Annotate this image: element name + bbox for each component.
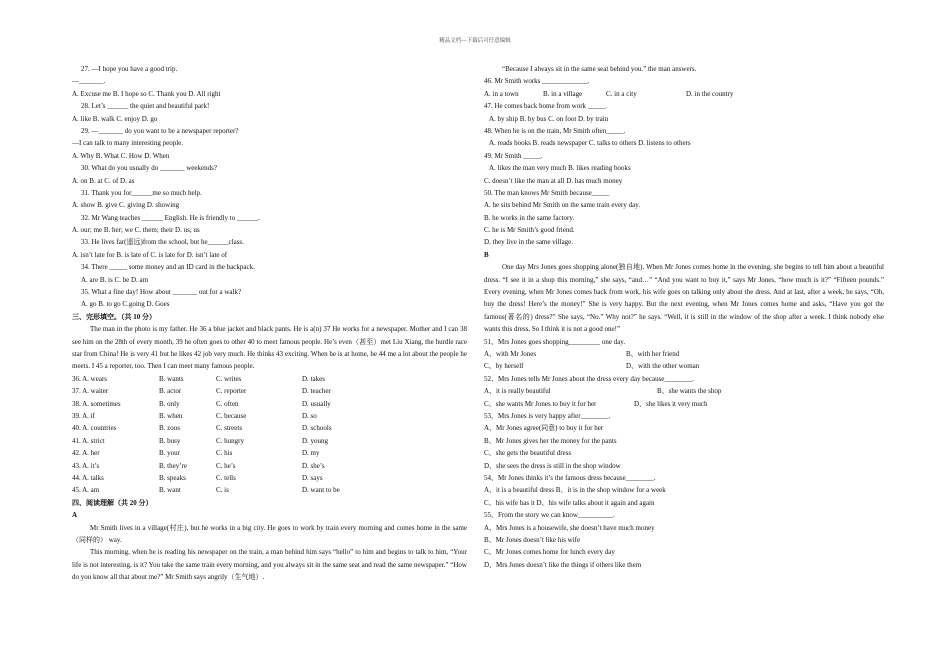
q54-options-ab: A、it is a beautiful dress B、it is in the shop window for a week [484,486,666,495]
q34-options: A. are B. is C. be D. am [81,275,149,284]
q46-option-d: D. in the country [686,89,734,98]
cloze-option: C. hungry [216,436,244,445]
cloze-option: 43. A. it’s [72,461,100,470]
q34-question: 34. There _____ some money and an ID card in the backpack. [81,263,255,272]
cloze-option: 41. A. strict [72,436,105,445]
cloze-option: 37. A. waiter [72,387,109,396]
cloze-option: B. want [159,486,181,495]
q32-options: A. our; me B. her; we C. them; their D. us; us [72,226,200,235]
passage-a-label: A [72,511,78,520]
q27-question: 27. —I hope you have a good trip. [81,65,178,73]
cloze-option: B. they’re [159,461,187,470]
cloze-option-row [72,373,467,385]
q52-question: 52、Mrs Jones tells Mr Jones about the dress every day because________. [484,374,695,383]
q53-option-d: D、she sees the dress is still in the shop window [484,461,621,470]
cloze-option: B. wants [159,374,184,383]
cloze-option: D. so [302,412,317,420]
q48-options: A. reads books B. reads newspaper C. talks to others D. listens to others [489,139,691,148]
passage-b-label: B [484,250,489,259]
q55-option-d: D、Mrs Jones doesn’t like the things if others like them [484,560,642,569]
q52-options-cd [484,398,884,410]
cloze-option: C. often [216,399,239,408]
q30-question: 30. What do you usually do _______ weekends? [81,164,217,173]
cloze-option: B. zoos [159,424,180,433]
q35-question: 35. What a fine day! How about _______ out for a walk? [81,288,242,297]
cloze-option-row [72,422,467,434]
cloze-option: 39. A. if [72,412,95,420]
q27-options: A. Excuse me B. I hope so C. Thank you D. All right [72,89,221,98]
q52-option-a: A、it is really beautiful [484,387,551,396]
passage-a-para1: Mr Smith lives in a village(村庄), but he works in a big city. He goes to work by train every morning and comes home in the same（同样的） way. [72,523,467,544]
cloze-option: C. he’s [216,461,236,470]
q50-option-c: C. he is Mr Smith’s good friend. [484,226,575,235]
q55-option-a: A、Mrs Jones is a housewife, she doesn’t have much money [484,523,655,532]
cloze-option: C. streets [216,424,243,433]
q46-option-a: A. in a town [484,89,519,98]
q33-options: A. isn’t late for B. is late of C. is late for D. isn’t late of [72,250,228,259]
cloze-option: C. tells [216,473,236,482]
q54-options-cd: C、his wife has it D、his wife talks about it again and again [484,498,655,507]
section-reading-heading: 四、阅读理解（共 20 分） [72,498,153,507]
cloze-option: D. teacher [302,387,331,396]
cloze-option: 40. A. countries [72,424,117,433]
q46-option-c: C. in a city [606,89,637,98]
cloze-option: D. my [302,449,320,458]
cloze-option: D. schools [302,424,332,433]
q27-reply: —_______. [72,77,106,86]
q51-option-a: A、with Mr Jones [484,350,537,359]
q50-option-a: A. he sits behind Mr Smith on the same train every day. [484,201,641,210]
cloze-option-row [72,385,467,397]
section-cloze-heading: 三、完形填空。（共 10 分） [72,312,156,321]
cloze-option: B. actor [159,387,182,396]
cloze-option-row [72,398,467,410]
q51-options-cd [484,360,884,372]
q55-option-c: C、Mr Jones comes home for lunch every day [484,548,615,557]
q49-options-cd: C. doesn’t like the man at all D. has much money [484,176,623,185]
cloze-option-row [72,447,467,459]
cloze-option-row [72,472,467,484]
q29-options: A. Why B. What C. How D. When [72,151,170,160]
q46-option-b: B. in a village [543,89,583,98]
q54-question: 54、Mr Jones thinks it’s the famous dress because________. [484,473,656,482]
cloze-options-table [72,373,467,497]
cloze-option-row [72,484,467,496]
passage-a-ending: “Because I always sit in the same seat behind you.” the man answers. [502,65,697,73]
q52-option-b: B、she wants the shop [657,387,722,396]
q32-question: 32. Mr Wang teaches ______ English. He is friendly to ______. [81,213,260,222]
cloze-option: C. because [216,412,247,420]
cloze-passage: The man in the photo is my father. He 36 a blue jacket and black pants. He is a(n) 37 He works for a newspaper. Mother and I can 38 see him on the 28th of every month, 39 he often goes to other 40 to meet famous people. He’s even（甚至）met Liu Xiang, the hurdle race star from China! He is very 41 but he likes 42 job very much. He thinks 43 exciting. When he is at home, he 44 me a lot about the people he meets. I 45 a reporter, too. Then I can meet many famous people. [72,325,467,371]
cloze-option: D. young [302,436,329,445]
cloze-option: 45. A. am [72,486,100,495]
cloze-option: D. usually [302,399,331,408]
cloze-option: B. busy [159,436,181,445]
cloze-option: 38. A. sometimes [72,399,121,408]
passage-b-text: One day Mrs Jones goes shopping alone(独自地). When Mr Jones comes home in the evening, she begins to tell him about a beautiful dress. “I see it in a shop this morning,” she says, “and…” “And you want to buy it,” says Mr Jones, “how much is it?” “Fifteen pounds.” Every evening, when Mr Jones comes back from work, his wife goes on talking only about the dress. And at last, after a week, he says, “Oh, buy the dress! Here’s the money!” She is very happy. But the next evening, when Mr Jones comes home and asks, “Have you got the famous(著名的) dress?” She says, “No.” Why not?” he says. “Well, it is still in the window of the shop after a week. I think nobody else wants this dress. So I think it is not a good one!” [484,263,884,334]
q29-question: 29. —_______ do you want to be a newspaper reporter? [81,126,239,135]
q47-options: A. by ship B. by bus C. on foot D. by train [489,114,609,123]
cloze-option: 42. A. her [72,449,100,458]
q33-question: 33. He lives far(遥远)from the school, but he______class. [81,238,244,247]
cloze-option-row [72,410,467,422]
cloze-option: D. says [302,473,323,482]
q53-question: 53、Mrs Jones is very happy after________. [484,412,611,421]
q46-options [484,88,884,100]
cloze-option: C. writes [216,374,242,383]
cloze-option: B. when [159,412,183,420]
q51-question: 51、Mrs Jones goes shopping_________ one day. [484,337,626,346]
cloze-option-row [72,435,467,447]
cloze-option-row [72,460,467,472]
right-column [484,63,884,571]
q28-question: 28. Let’s ______ the quiet and beautiful park! [81,102,210,111]
cloze-option: C. his [216,449,233,458]
q35-options: A. go B. to go C.going D. Goes [81,300,170,309]
q53-option-b: B、Mr Jones gives her the money for the pants [484,436,617,445]
cloze-option: 36. A. wears [72,374,107,383]
q46-question: 46. Mr Smith works _____________. [484,77,590,86]
q30-options: A. on B. at C. of D. as [72,176,135,185]
cloze-option: 44. A. talks [72,473,104,482]
q52-option-d: D、she likes it very much [634,399,708,408]
cloze-option: D. want to be [302,486,340,495]
q29-reply: —I can talk to many interesting people. [72,139,183,148]
q49-question: 49. Mr Smith _____. [484,151,543,160]
q47-question: 47. He comes back home from work _____. [484,102,608,111]
q31-question: 31. Thank you for______me so much help. [81,188,202,197]
cloze-option: B. your [159,449,180,458]
q51-option-b: B、with her friend [626,350,680,359]
cloze-option: C. is [216,486,229,495]
q52-option-c: C、she wants Mr Jones to buy it for her [484,399,597,408]
q51-option-c: C、by herself [484,362,524,371]
q51-options-ab [484,348,884,360]
q49-options-ab: A. likes the man very much B. likes reading books [489,164,631,173]
page-header: 精品文档---下载后可任意编辑 [439,38,511,44]
q51-option-d: D、with the other woman [626,362,700,371]
q53-option-a: A、Mr Jones agree(同意) to buy it for her [484,424,604,433]
cloze-option: B. only [159,399,180,408]
passage-a-para2: This morning, when he is reading his newspaper on the train, a man behind him says “hello” to him and begins to talk to him, “Your life is not interesting, is it? You take the same train every morning, and you always sit in the same seat and read the same newspaper.” “How do you know all that about me?” Mr Smith says angrily（生气地）. [72,548,467,582]
q50-option-d: D. they live in the same village. [484,238,574,247]
cloze-option: D. she’s [302,461,325,470]
q52-options-ab [484,385,884,397]
cloze-option: D. takes [302,374,325,383]
q55-question: 55、From the story we can know__________. [484,511,615,520]
q55-option-b: B、Mr Jones doesn’t like his wife [484,535,581,544]
q31-options: A. show B. give C. giving D. showing [72,201,180,210]
q28-options: A. like B. walk C. enjoy D. go [72,114,158,123]
q48-question: 48. When he is on the train, Mr Smith often_____. [484,126,626,135]
left-column [72,63,467,584]
cloze-option: C. reporter [216,387,247,396]
q53-option-c: C、she gets the beautiful dress [484,449,572,458]
q50-question: 50. The man knows Mr Smith because_____ [484,188,610,197]
q50-option-b: B. he works in the same factory. [484,213,575,222]
cloze-option: B. speaks [159,473,186,482]
